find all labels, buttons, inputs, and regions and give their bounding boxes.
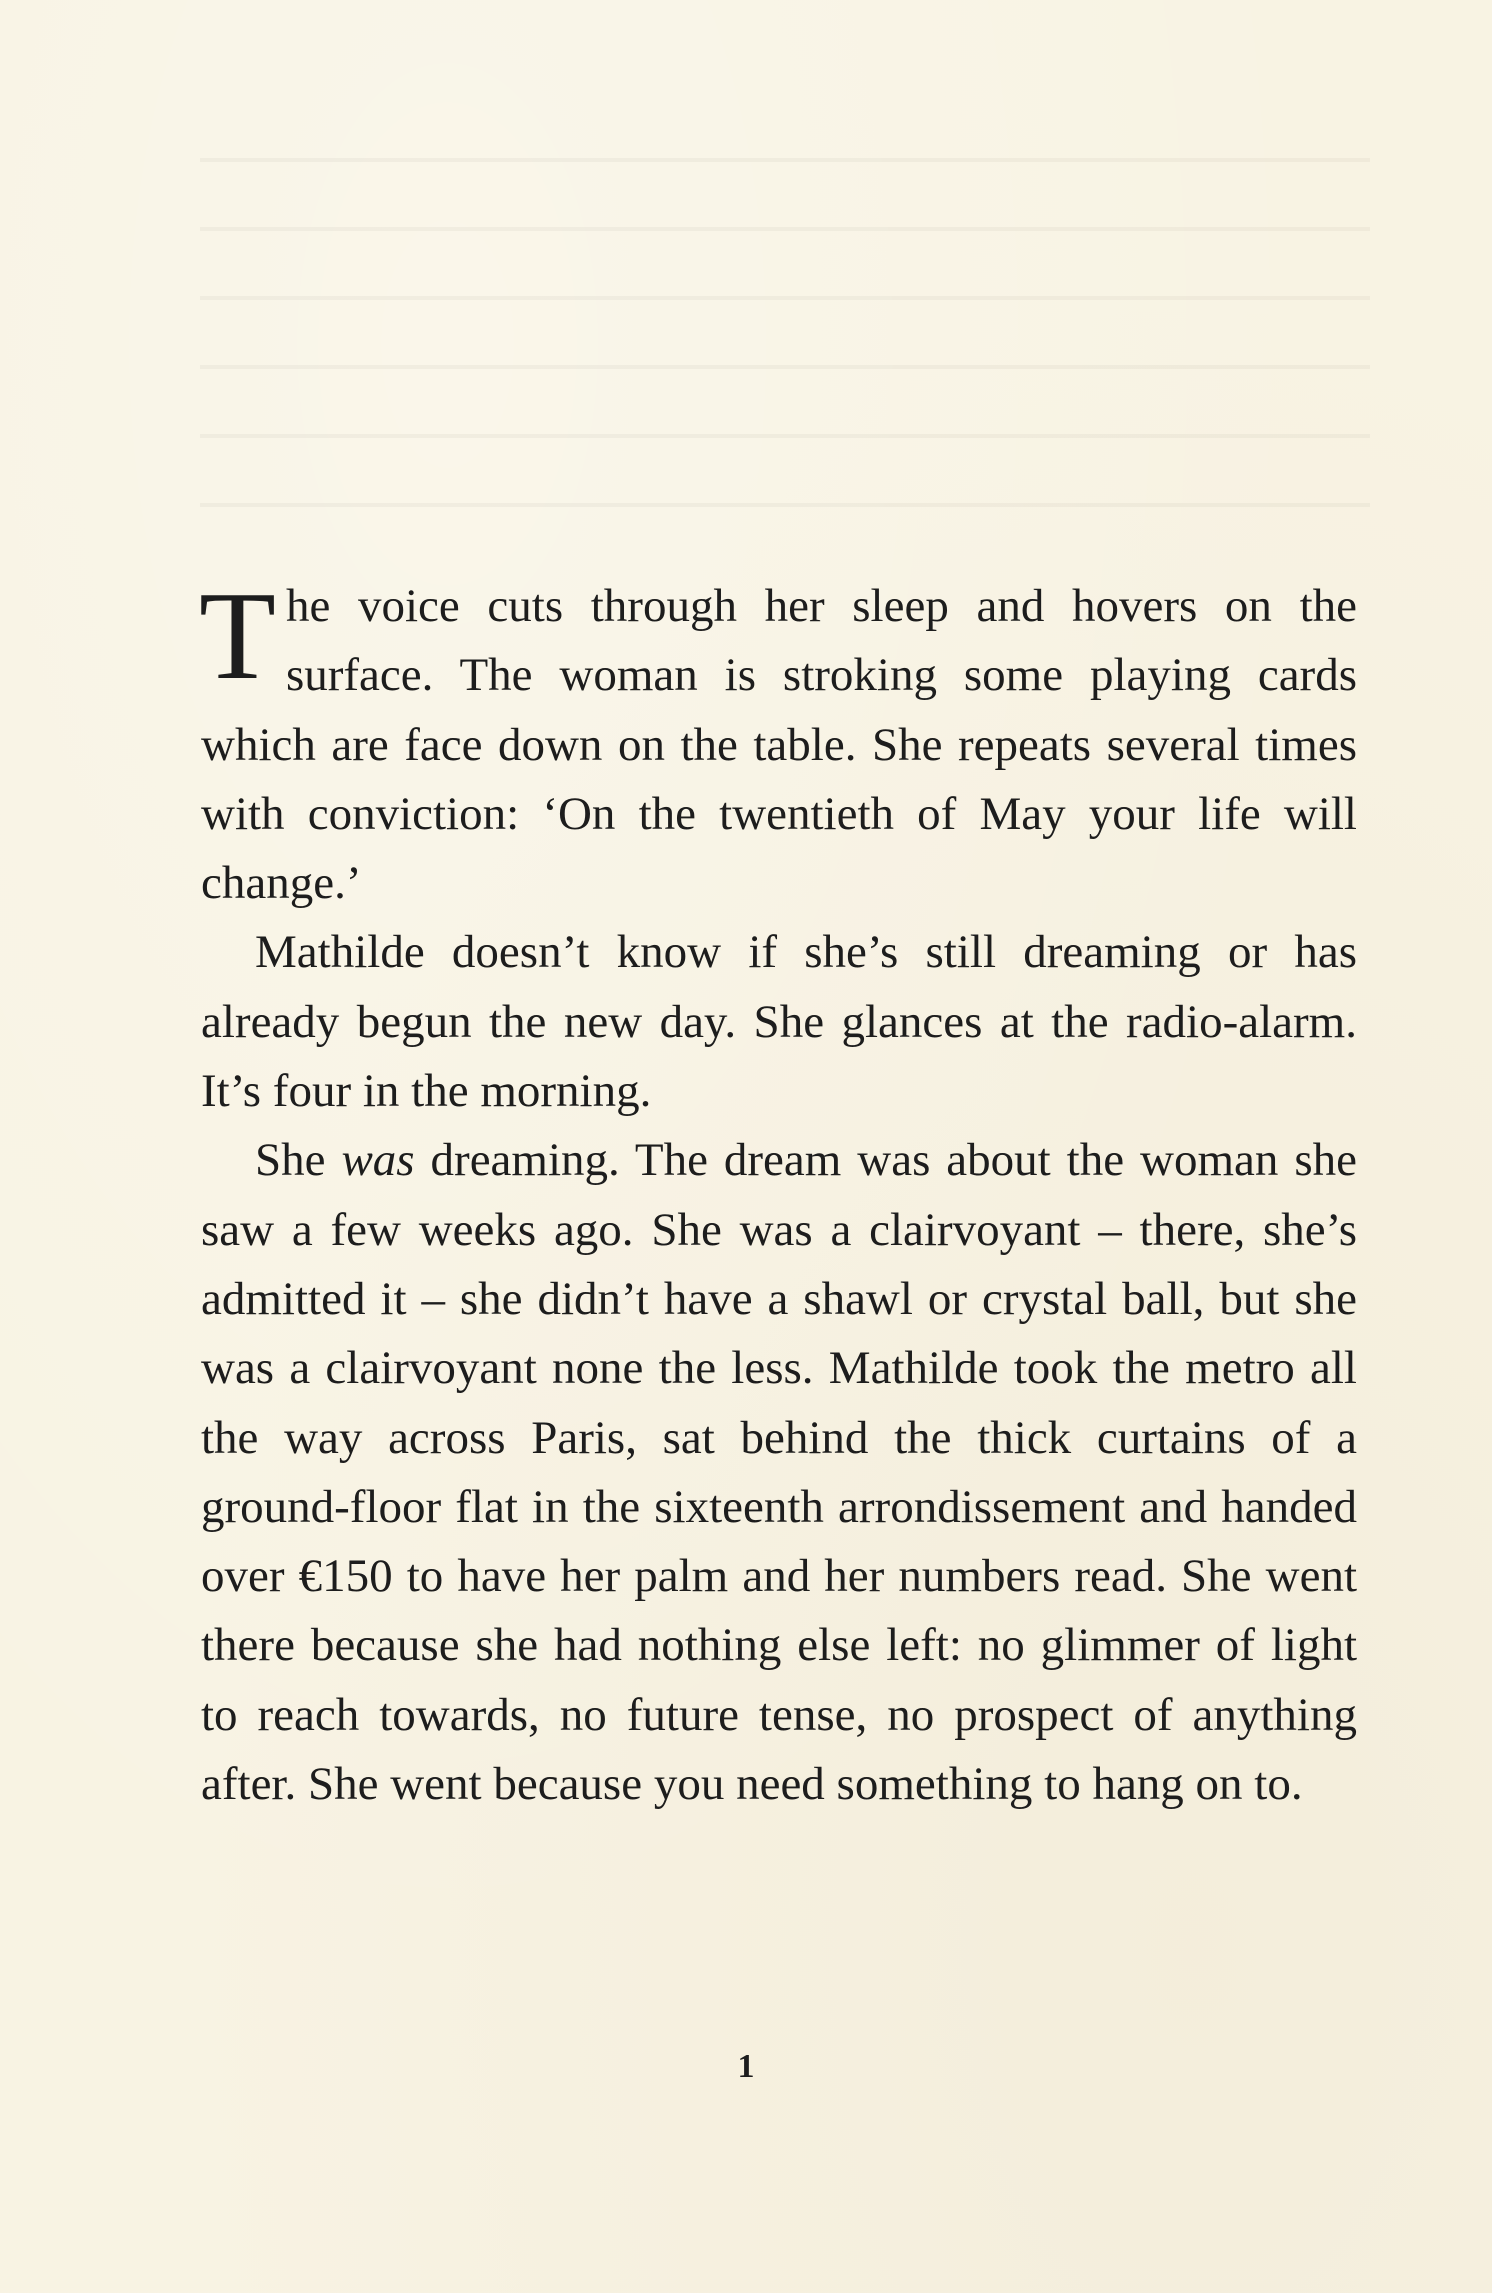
paragraph-3-rest: dreaming. The dream was about the woman she saw a few weeks ago. She was a clairvoyant – there, she’s admitted it – she didn’t have a shawl or crystal ball, but she was a clairvoyant none the less. Mathilde took the metro all the way across Paris, sat behind the thick curtains of a ground-floor flat in the sixteenth arrondissement and handed over €150 to have her palm and her numbers read. She went there because she had nothing else left: no glimmer of light to reach towards, no future tense, no prospect of anything after. She went because you need something to hang on to. [201, 1134, 1357, 1811]
paragraph-3 [201, 1126, 1357, 1819]
paragraph-2: Mathilde doesn’t know if she’s still dreaming or has already begun the new day. She glances at the radio-alarm. It’s four in the morning. [201, 926, 1357, 1118]
page-number: 1 [737, 2048, 755, 2085]
paragraph-1-text: he voice cuts through her sleep and hovers on the surface. The woman is stroking some playing cards which are face down on the table. She repeats several times with conviction: ‘On the twentieth of May your life will change.’ [201, 580, 1357, 910]
paragraph-3-start: She [255, 1134, 342, 1187]
bleed-through-texture [200, 110, 1370, 550]
emphasized-word: was [341, 1134, 415, 1187]
paragraph-1 [199, 567, 1357, 918]
body-text [199, 567, 1357, 1819]
drop-cap: T [199, 567, 276, 706]
